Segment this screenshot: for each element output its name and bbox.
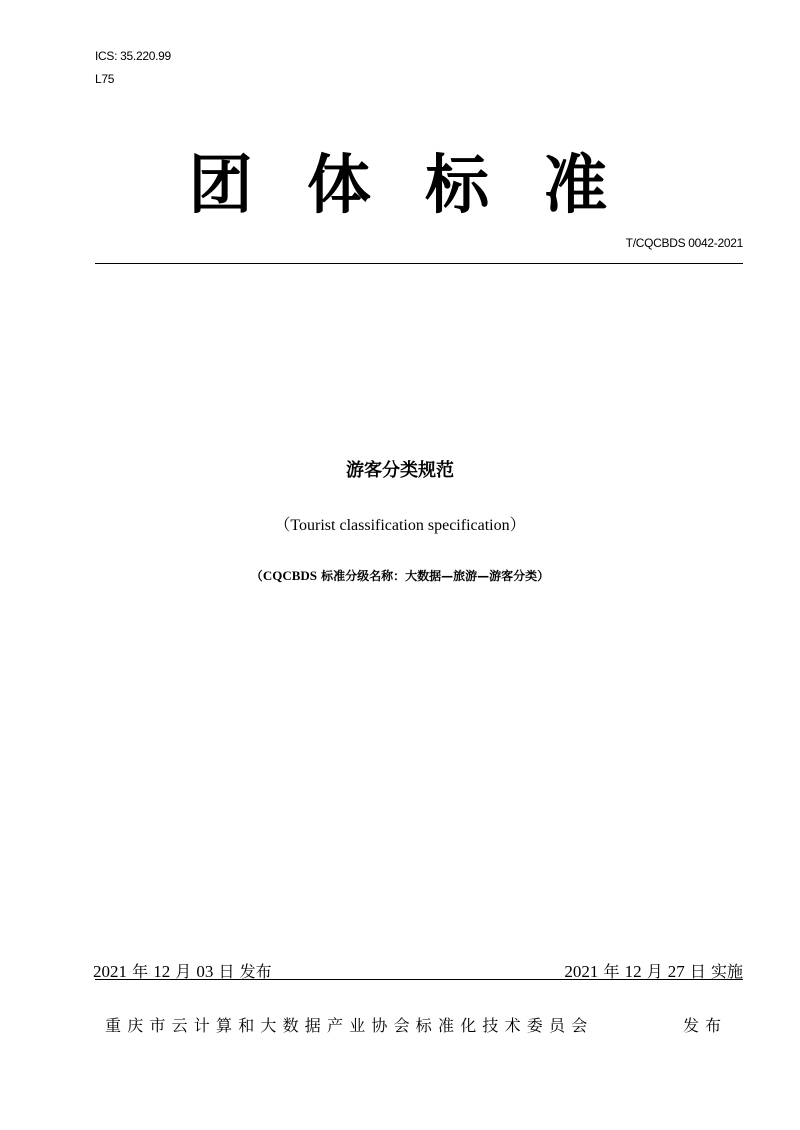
class-prefix: （	[250, 569, 263, 583]
implement-month: 12	[624, 962, 642, 981]
class-rest: 标准分级名称：大数据—旅游—游客分类）	[317, 569, 550, 583]
standard-code: T/CQCBDS 0042-2021	[625, 236, 743, 250]
implement-year-unit: 年	[598, 962, 625, 981]
implement-day-unit: 日	[684, 962, 711, 981]
bottom-divider	[95, 979, 743, 980]
publish-month-unit: 月	[170, 962, 197, 981]
ics-code: ICS: 35.220.99	[95, 49, 171, 63]
publish-day-unit: 日	[213, 962, 240, 981]
classification-name	[0, 567, 800, 584]
publish-day: 03	[196, 962, 214, 981]
implement-day: 27	[667, 962, 685, 981]
english-title: （Tourist classification specification）	[274, 517, 526, 534]
title-char-2: 体	[306, 149, 375, 223]
publish-year: 2021	[93, 962, 127, 981]
document-title: 游客分类规范	[346, 460, 454, 481]
title-char-4: 准	[543, 149, 612, 223]
issue-label: 发布	[683, 1016, 728, 1035]
publish-month: 12	[153, 962, 171, 981]
ccs-code: L75	[95, 72, 115, 86]
issuing-organization: 重庆市云计算和大数据产业协会标准化技术委员会	[105, 1016, 594, 1035]
publish-year-unit: 年	[127, 962, 154, 981]
implement-action: 实施	[710, 962, 743, 981]
implement-month-unit: 月	[641, 962, 668, 981]
top-divider	[95, 263, 743, 264]
standard-type-title	[0, 146, 800, 226]
title-char-1: 团	[188, 149, 257, 223]
class-latin: CQCBDS	[262, 568, 317, 583]
title-char-3: 标	[425, 149, 494, 223]
publish-action: 发布	[239, 962, 272, 981]
implement-year: 2021	[564, 962, 599, 981]
